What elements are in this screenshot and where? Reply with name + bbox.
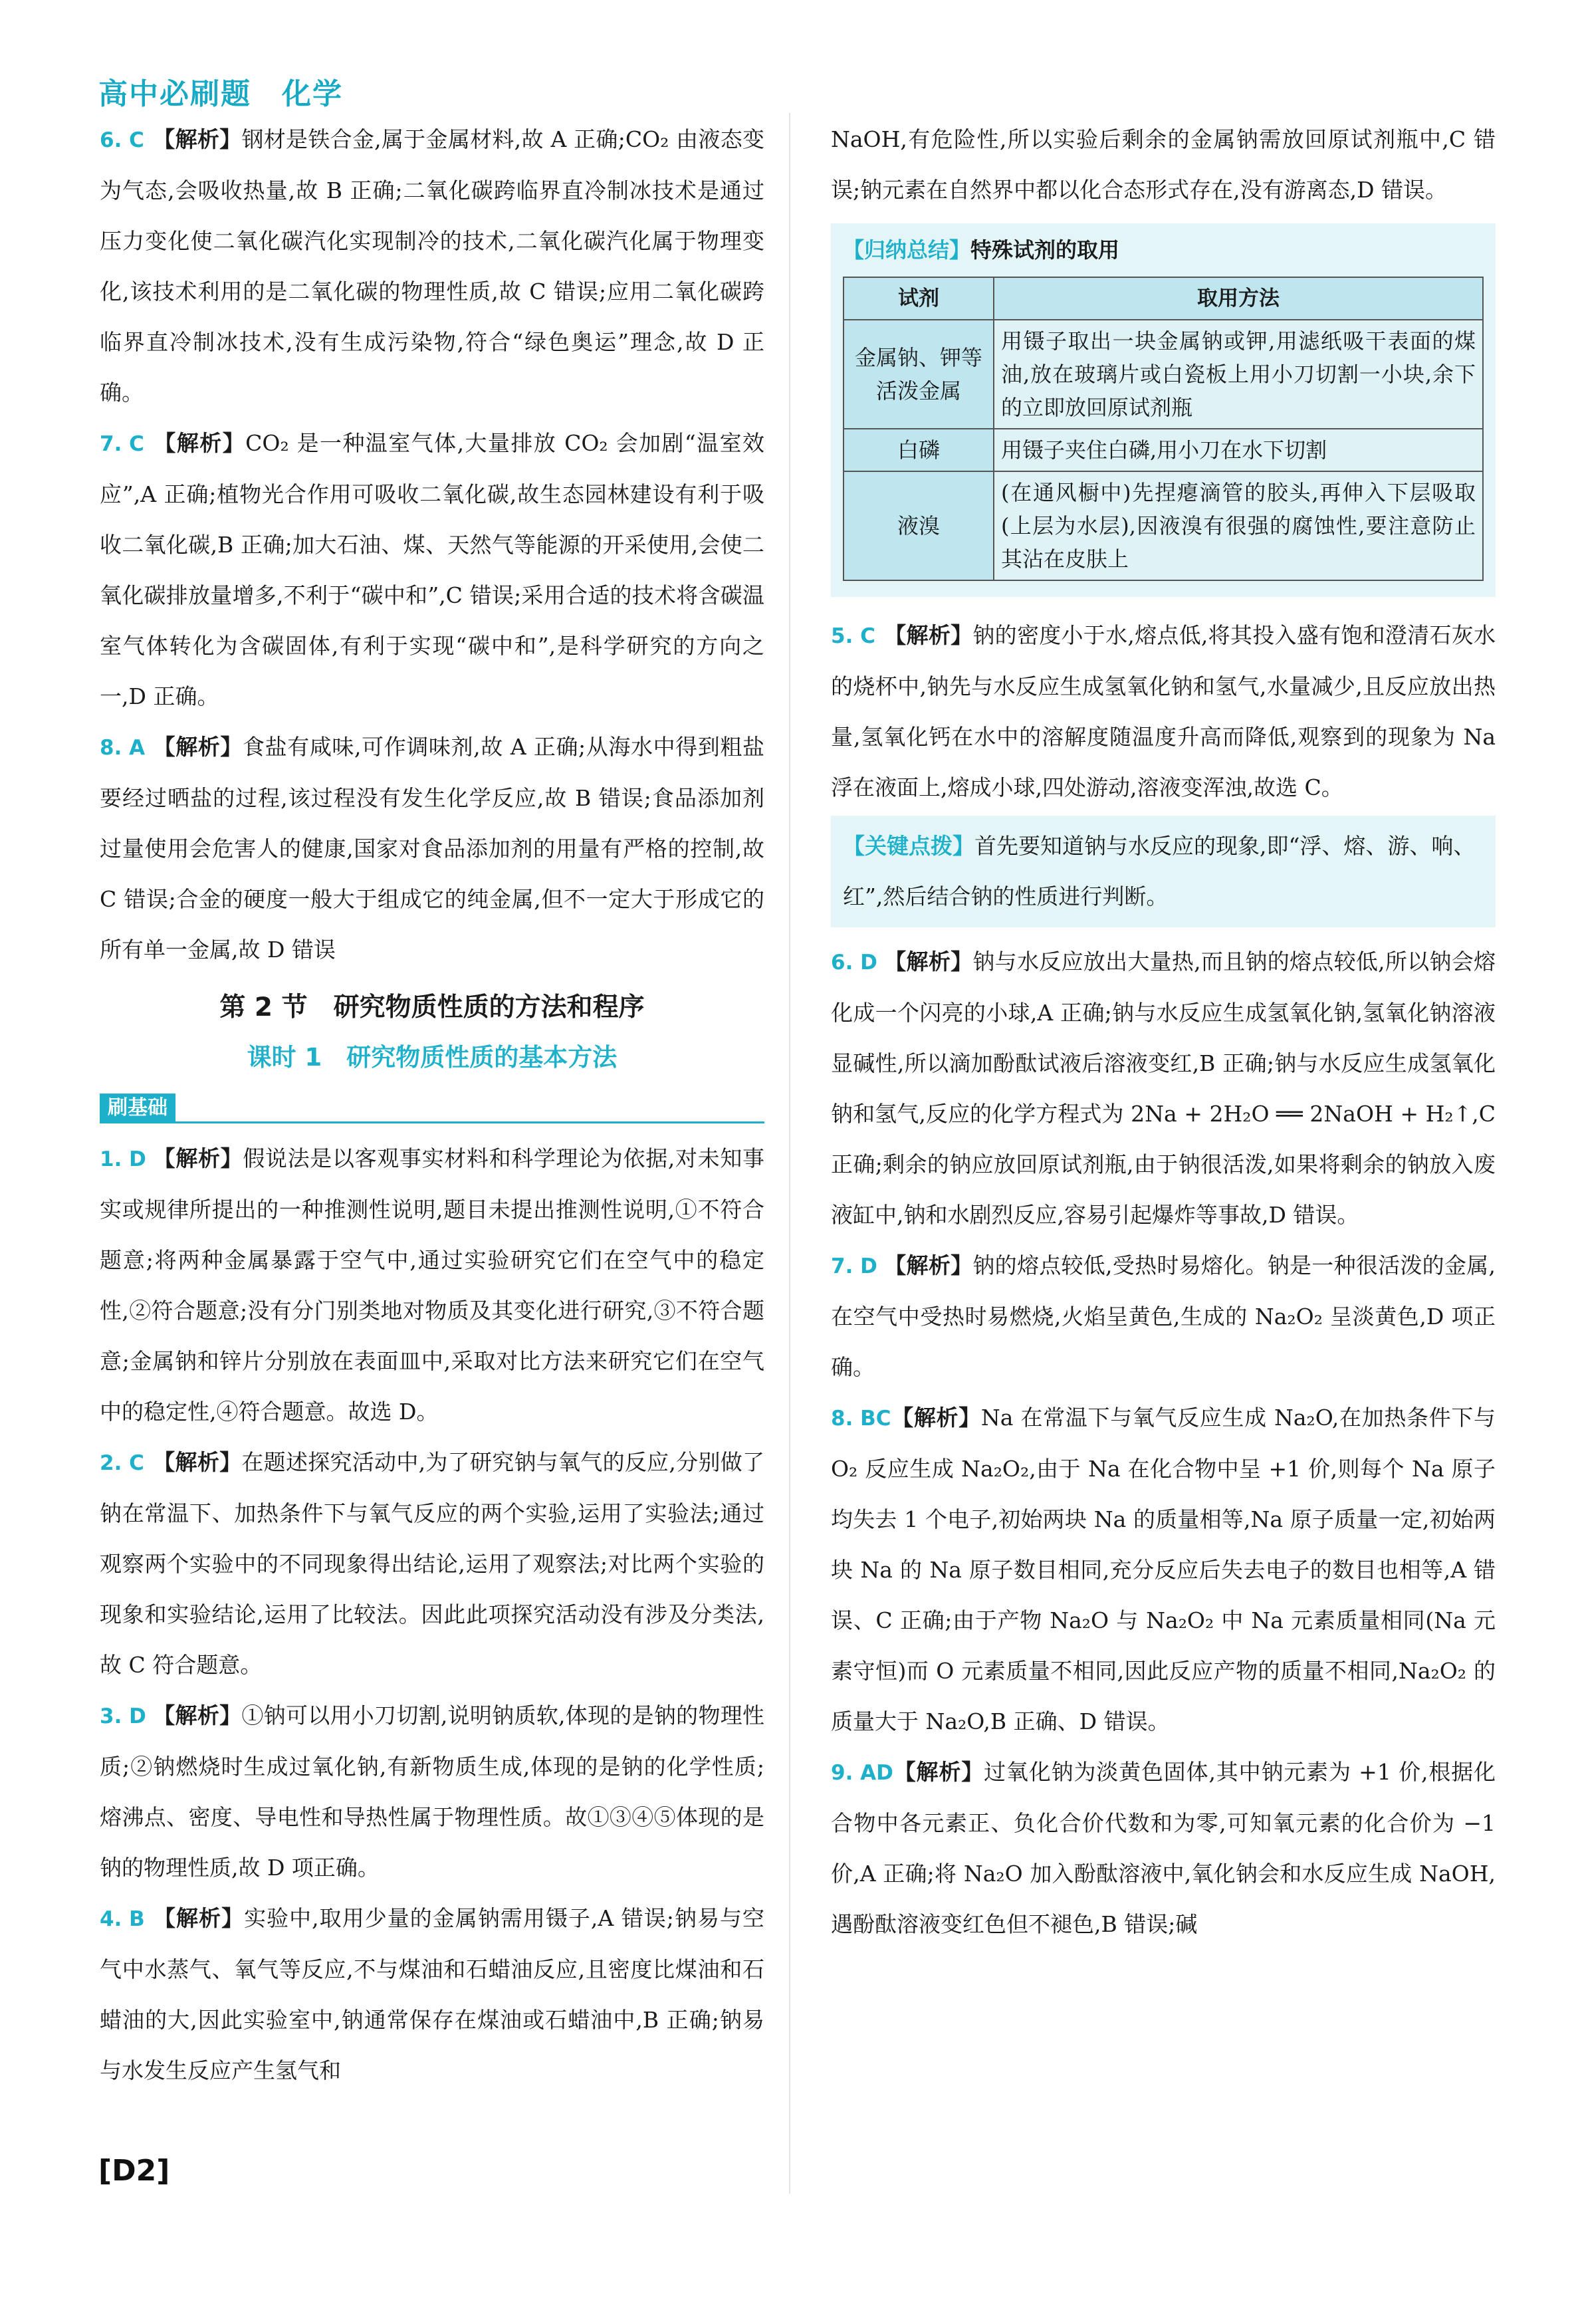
basics-rule (100, 1121, 764, 1123)
answer-1 (100, 1133, 764, 1437)
answer-6-right (831, 937, 1496, 1240)
hint-text: 首先要知道钠与水反应的现象,即“浮、熔、游、响、红”,然后结合钠的性质进行判断。 (843, 833, 1476, 909)
reagent-table (843, 277, 1484, 581)
answer-4-continued (831, 114, 1496, 215)
answer-number: 2. C (100, 1451, 144, 1475)
summary-label: 【归纳总结】 (843, 237, 971, 263)
answer-text: 钢材是铁合金,属于金属材料,故 A 正确;CO₂ 由液态变为气态,会吸收热量,故 B 正确;二氧化碳跨临界直冷制冰技术是通过压力变化使二氧化碳汽化实现制冷的技术,二氧化碳汽化属于物理变化,该技术利用的是二氧化碳的物理性质,故 C 错误;应用二氧化碳跨临界直冷制冰技术,没有生成污染物,符合“绿色奥运”理念,故 D 正确。 (100, 126, 765, 406)
answer-number: 6. D (831, 951, 877, 975)
answer-number: 3. D (100, 1704, 146, 1728)
answer-2 (100, 1437, 764, 1690)
answer-number: 4. B (100, 1907, 145, 1931)
answer-8 (100, 722, 764, 975)
answer-text: 钠与水反应放出大量热,而且钠的熔点较低,所以钠会熔化成一个闪亮的小球,A 正确;钠与水反应生成氢氧化钠,氢氧化钠溶液显碱性,所以滴加酚酞试液后溶液变红,B 正确;钠与水反应生成氢氧化钠和氢气,反应的化学方程式为 2Na + 2H₂O ══ 2NaOH + H₂↑,C 正确;剩余的钠应放回原试剂瓶,由于钠很活泼,如果将剩余的钠放入废液缸中,钠和水剧烈反应,容易引起爆炸等事故,D 错误。 (831, 949, 1496, 1228)
answer-text: 钠的密度小于水,熔点低,将其投入盛有饱和澄清石灰水的烧杯中,钠先与水反应生成氢氧化钠和氢气,水量减少,且反应放出热量,氢氧化钙在水中的溶解度随温度升高而降低,观察到的现象为 Na 浮在液面上,熔成小球,四处游动,溶液变浑浊,故选 C。 (831, 622, 1496, 800)
analysis-tag: 【解析】 (153, 126, 242, 152)
answer-number: 8. A (100, 736, 146, 760)
answer-text: 实验中,取用少量的金属钠需用镊子,A 错误;钠易与空气中水蒸气、氧气等反应,不与煤油和石蜡油反应,且密度比煤油和石蜡油的大,因此实验室中,钠通常保存在煤油或石蜡油中,B 正确;钠易与水发生反应产生氢气和 (100, 1905, 765, 2083)
answer-4 (100, 1893, 764, 2096)
answer-text: CO₂ 是一种温室气体,大量排放 CO₂ 会加剧“温室效应”,A 正确;植物光合作用可吸收二氧化碳,故生态园林建设有利于吸收二氧化碳,B 正确;加大石油、煤、天然气等能源的开采使用,会使二氧化碳排放量增多,不利于“碳中和”,C 错误;采用合适的技术将含碳温室气体转化为含碳固体,有利于实现“碳中和”,是科学研究的方向之一,D 正确。 (100, 430, 764, 709)
page-header: 高中必刷题 化学 (98, 77, 343, 111)
table-row (844, 471, 1483, 580)
answer-number: 1. D (100, 1147, 146, 1171)
answer-number: 6. C (100, 128, 144, 152)
table-row (844, 320, 1483, 429)
table-row (844, 429, 1483, 471)
header-reagent: 试剂 (844, 277, 994, 320)
answer-5 (831, 610, 1496, 813)
analysis-tag: 【解析】 (893, 1759, 984, 1785)
answer-text: 在题述探究活动中,为了研究钠与氧气的反应,分别做了钠在常温下、加热条件下与氧气反应的两个实验,运用了实验法;通过观察两个实验中的不同现象得出结论,运用了观察法;对比两个实验的现象和实验结论,运用了比较法。因此此项探究活动没有涉及分类法,故 C 符合题意。 (100, 1449, 765, 1678)
answer-9-right (831, 1747, 1496, 1950)
answer-text: 钠的熔点较低,受热时易熔化。钠是一种很活泼的金属,在空气中受热时易燃烧,火焰呈黄色,生成的 Na₂O₂ 呈淡黄色,D 项正确。 (831, 1252, 1496, 1380)
reagent-name: 金属钠、钾等活泼金属 (844, 320, 994, 429)
answer-3 (100, 1690, 764, 1893)
answer-7-right (831, 1240, 1496, 1393)
analysis-tag: 【解析】 (891, 1405, 981, 1431)
page-number: [D2] (98, 2154, 170, 2188)
answer-text: NaOH,有危险性,所以实验后剩余的金属钠需放回原试剂瓶中,C 错误;钠元素在自然界中都以化合态形式存在,没有游离态,D 错误。 (831, 126, 1496, 203)
reagent-name: 液溴 (844, 471, 994, 580)
lesson-title: 课时 1 研究物质性质的基本方法 (247, 1043, 618, 1072)
analysis-tag: 【解析】 (884, 622, 973, 648)
table-header-row (844, 277, 1483, 320)
analysis-tag: 【解析】 (153, 1449, 242, 1475)
answer-7 (100, 418, 764, 722)
reagent-method: 用镊子夹住白磷,用小刀在水下切割 (994, 429, 1483, 471)
answer-text: Na 在常温下与氧气反应生成 Na₂O,在加热条件下与 O₂ 反应生成 Na₂O₂,由于 Na 在化合物中呈 +1 价,则每个 Na 原子均失去 1 个电子,初始两块 Na 的质量相等,Na 原子质量一定,初始两块 Na 的 Na 原子数目相同,充分反应后失去电子的数目也相等,A 错误、C 正确;由于产物 Na₂O 与 Na₂O₂ 中 Na 元素质量相同(Na 元素守恒)而 O 元素质量不相同,因此反应产物的质量不相同,Na₂O₂ 的质量大于 Na₂O,B 正确、D 错误。 (831, 1405, 1496, 1734)
answer-number: 7. C (100, 432, 144, 456)
analysis-tag: 【解析】 (153, 430, 246, 456)
answer-text: 食盐有咸味,可作调味剂,故 A 正确;从海水中得到粗盐要经过晒盐的过程,该过程没有发生化学反应,故 B 错误;食品添加剂过量使用会危害人的健康,国家对食品添加剂的用量有严格的控制,故 C 错误;合金的硬度一般大于组成它的纯金属,但不一定大于形成它的所有单一金属,故 D 错误 (100, 734, 764, 963)
answer-text: ①钠可以用小刀切割,说明钠质软,体现的是钠的物理性质;②钠燃烧时生成过氧化钠,有新物质生成,体现的是钠的化学性质;熔沸点、密度、导电性和导热性属于物理性质。故①③④⑤体现的是钠的物理性质,故 D 项正确。 (100, 1702, 765, 1881)
answer-number: 7. D (831, 1254, 877, 1278)
hint-label: 【关键点拨】 (843, 833, 974, 859)
reagent-method: 用镊子取出一块金属钠或钾,用滤纸吸干表面的煤油,放在玻璃片或白瓷板上用小刀切割一小块,余下的立即放回原试剂瓶 (994, 320, 1483, 429)
analysis-tag: 【解析】 (153, 1905, 245, 1931)
left-column (100, 114, 764, 2096)
reagent-name: 白磷 (844, 429, 994, 471)
answer-6 (100, 114, 764, 418)
analysis-tag: 【解析】 (153, 1145, 243, 1171)
answer-number: 8. BC (831, 1407, 891, 1431)
answer-number: 9. AD (831, 1761, 893, 1785)
column-divider (789, 113, 790, 2194)
answer-text: 假说法是以客观事实材料和科学理论为依据,对未知事实或规律所提出的一种推测性说明,题目未提出推测性说明,①不符合题意;将两种金属暴露于空气中,通过实验研究它们在空气中的稳定性,②符合题意;没有分门别类地对物质及其变化进行研究,③不符合题意;金属钠和锌片分别放在表面皿中,采取对比方法来研究它们在空气中的稳定性,④符合题意。故选 D。 (100, 1145, 764, 1425)
right-column (831, 114, 1496, 1950)
answer-8-right (831, 1393, 1496, 1747)
section-title: 第 2 节 研究物质性质的方法和程序 (219, 992, 645, 1022)
summary-title (843, 235, 1484, 265)
reagent-method: (在通风橱中)先捏瘪滴管的胶头,再伸入下层吸取(上层为水层),因液溴有很强的腐蚀性,要注意防止其沾在皮肤上 (994, 471, 1483, 580)
analysis-tag: 【解析】 (884, 949, 973, 975)
key-hint-box (831, 816, 1496, 927)
analysis-tag: 【解析】 (884, 1252, 973, 1278)
summary-box (831, 223, 1496, 597)
answer-number: 5. C (831, 624, 875, 648)
answer-text: 过氧化钠为淡黄色固体,其中钠元素为 +1 价,根据化合物中各元素正、负化合价代数和为零,可知氧元素的化合价为 −1 价,A 正确;将 Na₂O 加入酚酞溶液中,氧化钠会和水反应生成 NaOH,遇酚酞溶液变红色但不褪色,B 错误;碱 (831, 1759, 1496, 1937)
summary-heading: 特殊试剂的取用 (970, 237, 1120, 263)
basics-badge: 刷基础 (100, 1094, 175, 1123)
basics-bar (100, 1090, 764, 1127)
analysis-tag: 【解析】 (153, 1702, 242, 1728)
analysis-tag: 【解析】 (153, 734, 243, 760)
header-method: 取用方法 (994, 277, 1483, 320)
